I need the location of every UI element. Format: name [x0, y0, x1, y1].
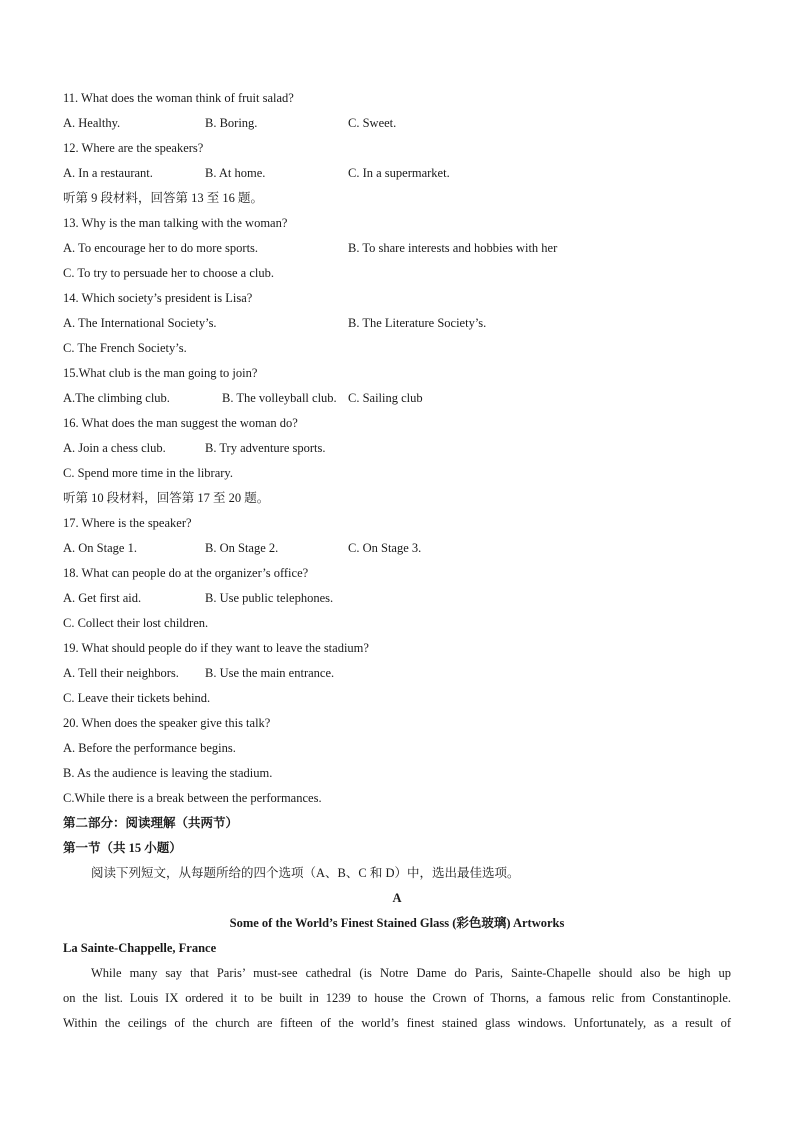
- option-c: C.While there is a break between the performances.: [63, 791, 322, 805]
- question-17: 17. Where is the speaker?: [63, 516, 192, 530]
- option-b: B. Use the main entrance.: [205, 666, 335, 680]
- option-c: C. Sweet.: [348, 116, 397, 130]
- reading-instruction: 阅读下列短文，从每题所给的四个选项（A、B、C 和 D）中，选出最佳选项。: [91, 866, 520, 880]
- question-20: 20. When does the speaker give this talk?: [63, 716, 271, 730]
- option-b: B. As the audience is leaving the stadium.: [63, 766, 273, 780]
- options-17: [63, 536, 731, 561]
- option-b: B. At home.: [205, 166, 266, 180]
- options-13-c: [63, 261, 731, 286]
- option-c: C. The French Society’s.: [63, 341, 187, 355]
- option-b: B. Try adventure sports.: [205, 441, 326, 455]
- options-20-a: [63, 736, 731, 761]
- section-instruction-10: 听第 10 段材料，回答第 17 至 20 题。: [63, 491, 270, 505]
- passage-subtitle: La Sainte-Chappelle, France: [63, 941, 217, 955]
- question-13: 13. Why is the man talking with the woman?: [63, 216, 288, 230]
- question-19: 19. What should people do if they want to leave the stadium?: [63, 641, 369, 655]
- option-a: A. On Stage 1.: [63, 541, 137, 555]
- option-a: A. Join a chess club.: [63, 441, 166, 455]
- option-b: B. Use public telephones.: [205, 591, 334, 605]
- passage-line-1: While many say that Paris’ must-see cathedral (is Notre Dame do Paris, Sainte-Chapelle should also be high up: [91, 966, 731, 980]
- options-13: [63, 236, 731, 261]
- option-b: B. The Literature Society’s.: [348, 316, 487, 330]
- option-c: C. To try to persuade her to choose a club.: [63, 266, 274, 280]
- options-18-c: [63, 611, 731, 636]
- option-a: A. Tell their neighbors.: [63, 666, 179, 680]
- options-20-c: [63, 786, 731, 811]
- option-a: A. Healthy.: [63, 116, 121, 130]
- option-a: A. Before the performance begins.: [63, 741, 236, 755]
- options-20-b: [63, 761, 731, 786]
- option-c: C. Sailing club: [348, 391, 423, 405]
- passage-letter: A: [392, 891, 402, 905]
- options-12: [63, 161, 731, 186]
- options-14-c: [63, 336, 731, 361]
- passage-title: Some of the World’s Finest Stained Glass (彩色玻璃) Artworks: [229, 916, 565, 930]
- options-14: [63, 311, 731, 336]
- option-a: A. Get first aid.: [63, 591, 142, 605]
- question-16: 16. What does the man suggest the woman do?: [63, 416, 298, 430]
- option-c: C. On Stage 3.: [348, 541, 422, 555]
- options-11: [63, 111, 731, 136]
- question-18: 18. What can people do at the organizer’s office?: [63, 566, 309, 580]
- option-c: C. Leave their tickets behind.: [63, 691, 211, 705]
- passage-line-2: on the list. Louis IX ordered it to be built in 1239 to house the Crown of Thorns, a famous relic from Constantinople.: [63, 991, 731, 1005]
- option-c: C. Spend more time in the library.: [63, 466, 233, 480]
- options-19: [63, 661, 731, 686]
- option-b: B. On Stage 2.: [205, 541, 279, 555]
- section-instruction-9: 听第 9 段材料，回答第 13 至 16 题。: [63, 191, 264, 205]
- option-a: A. To encourage her to do more sports.: [63, 241, 259, 255]
- section-title: 第一节（共 15 小题）: [63, 841, 182, 855]
- option-a: A.The climbing club.: [63, 391, 170, 405]
- question-11: 11. What does the woman think of fruit salad?: [63, 91, 294, 105]
- question-15: 15.What club is the man going to join?: [63, 366, 258, 380]
- option-b: B. To share interests and hobbies with her: [348, 241, 558, 255]
- option-a: A. The International Society’s.: [63, 316, 217, 330]
- exam-page: [63, 86, 731, 1036]
- passage-line-3: Within the ceilings of the church are fifteen of the world’s finest stained glass windows. Unfortunately, as a result of: [63, 1016, 731, 1030]
- option-b: B. The volleyball club.: [222, 391, 337, 405]
- option-a: A. In a restaurant.: [63, 166, 153, 180]
- question-14: 14. Which society’s president is Lisa?: [63, 291, 253, 305]
- options-15: [63, 386, 731, 411]
- options-19-c: [63, 686, 731, 711]
- part-title: 第二部分：阅读理解（共两节）: [63, 816, 239, 830]
- options-18: [63, 586, 731, 611]
- option-c: C. In a supermarket.: [348, 166, 450, 180]
- question-12: 12. Where are the speakers?: [63, 141, 204, 155]
- options-16-c: [63, 461, 731, 486]
- option-b: B. Boring.: [205, 116, 258, 130]
- option-c: C. Collect their lost children.: [63, 616, 209, 630]
- options-16: [63, 436, 731, 461]
